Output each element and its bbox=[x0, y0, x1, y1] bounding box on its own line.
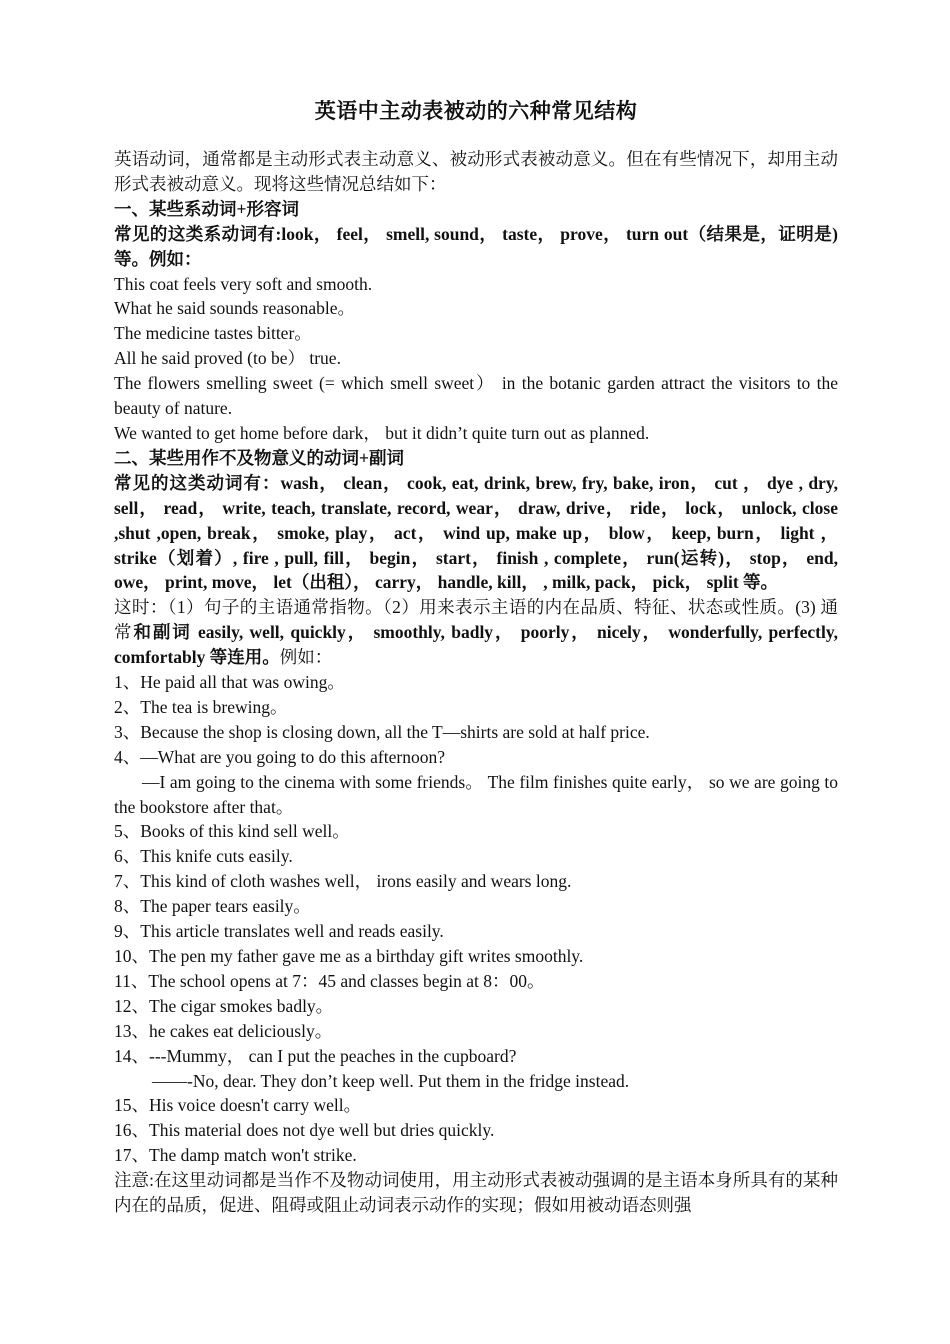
section2-example: 7、This kind of cloth washes well， irons easily and wears long. bbox=[114, 871, 572, 892]
section2-note-prefix: 这时：（1）句子的主语通常指物。（2）用来表示主语的内在品质、特征、状态或性质。(3) 通常 bbox=[114, 597, 838, 643]
section1-example: We wanted to get home before dark， but it didn’t quite turn out as planned. bbox=[114, 422, 650, 443]
section2-example: 3、Because the shop is closing down, all the T—shirts are sold at half price. bbox=[114, 721, 650, 742]
section2-example: 10、The pen my father gave me as a birthday gift writes smoothly. bbox=[114, 946, 584, 966]
section2-example: 16、This material does not dye well but dries quickly. bbox=[114, 1120, 495, 1141]
section2-heading: 二、某些用作不及物意义的动词+副词 bbox=[114, 447, 404, 468]
section1-example: All he said proved (to be） true. bbox=[114, 348, 341, 369]
section2-example: 6、This knife cuts easily. bbox=[114, 846, 293, 867]
section2-note bbox=[114, 595, 838, 670]
section1-heading: 一、某些系动词+形容词 bbox=[114, 198, 299, 219]
document-page bbox=[114, 96, 838, 1218]
section2-example: 14、---Mummy， can I put the peaches in the cupboard? bbox=[114, 1045, 517, 1066]
section2-example: 5、Books of this kind sell well。 bbox=[114, 821, 350, 842]
section1-example: What he said sounds reasonable。 bbox=[114, 298, 356, 319]
section2-example: 12、The cigar smokes badly。 bbox=[114, 995, 334, 1016]
section1-example: The flowers smelling sweet (= which smell sweet） in the botanic garden attract the visitors to the beauty of nature. bbox=[114, 373, 838, 419]
section2-example: 8、The paper tears easily。 bbox=[114, 896, 311, 917]
section2-note-bold: 和副词 easily, well, quickly， smoothly, badly， poorly， nicely， wonderfully, perfectly, comfortably 等连用。 bbox=[114, 622, 838, 668]
section2-example-reply: —I am going to the cinema with some friends。 The film finishes quite early， so we are going to the bookstore after that。 bbox=[114, 771, 838, 817]
section2-example: 9、This article translates well and reads easily. bbox=[114, 921, 444, 942]
section2-footnote: 注意:在这里动词都是当作不及物动词使用，用主动形式表被动强调的是主语本身所具有的某种内在的品质，促进、阻碍或阻止动词表示动作的实现；假如用被动语态则强 bbox=[114, 1170, 838, 1216]
section1-example: This coat feels very soft and smooth. bbox=[114, 273, 373, 294]
section2-example: 2、The tea is brewing。 bbox=[114, 696, 288, 717]
section2-example-reply: ——-No, dear. They don’t keep well. Put them in the fridge instead. bbox=[152, 1070, 630, 1091]
section2-example: 4、—What are you going to do this afternoon? bbox=[114, 746, 445, 767]
intro-paragraph: 英语动词，通常都是主动形式表主动意义、被动形式表被动意义。但在有些情况下，却用主动形式表被动意义。现将这些情况总结如下： bbox=[114, 149, 838, 194]
section1-example: The medicine tastes bitter。 bbox=[114, 323, 312, 344]
section1-common-verbs: 常见的这类系动词有:look， feel， smell, sound， taste， prove， turn out（结果是，证明是)等。例如： bbox=[114, 223, 838, 269]
section2-example: 1、He paid all that was owing。 bbox=[114, 672, 345, 693]
section2-note-suffix: 例如： bbox=[279, 647, 333, 668]
section2-example: 15、His voice doesn't carry well。 bbox=[114, 1095, 362, 1116]
section2-example: 13、he cakes eat deliciously。 bbox=[114, 1020, 333, 1041]
section2-common-verbs: 常见的这类动词有：wash， clean， cook, eat, drink, brew, fry, bake, iron， cut ， dye , dry, sell， read， write, teach, translate, record, wear， draw, drive， ride， lock， unlock, close ,shut ,open, break， smoke, play， act， wind up, make up， blow， keep, burn， light ， strike（划着）, fire , pull, fill， begin， start， finish , complete， run(运转)， stop， end, owe， print, move， let（出租）， carry， handle, kill， , milk, pack， pick， split 等。 bbox=[114, 472, 838, 593]
section2-example: 11、The school opens at 7：45 and classes begin at 8：00。 bbox=[114, 970, 545, 991]
section2-example: 17、The damp match won't strike. bbox=[114, 1145, 357, 1166]
document-title: 英语中主动表被动的六种常见结构 bbox=[314, 99, 638, 123]
